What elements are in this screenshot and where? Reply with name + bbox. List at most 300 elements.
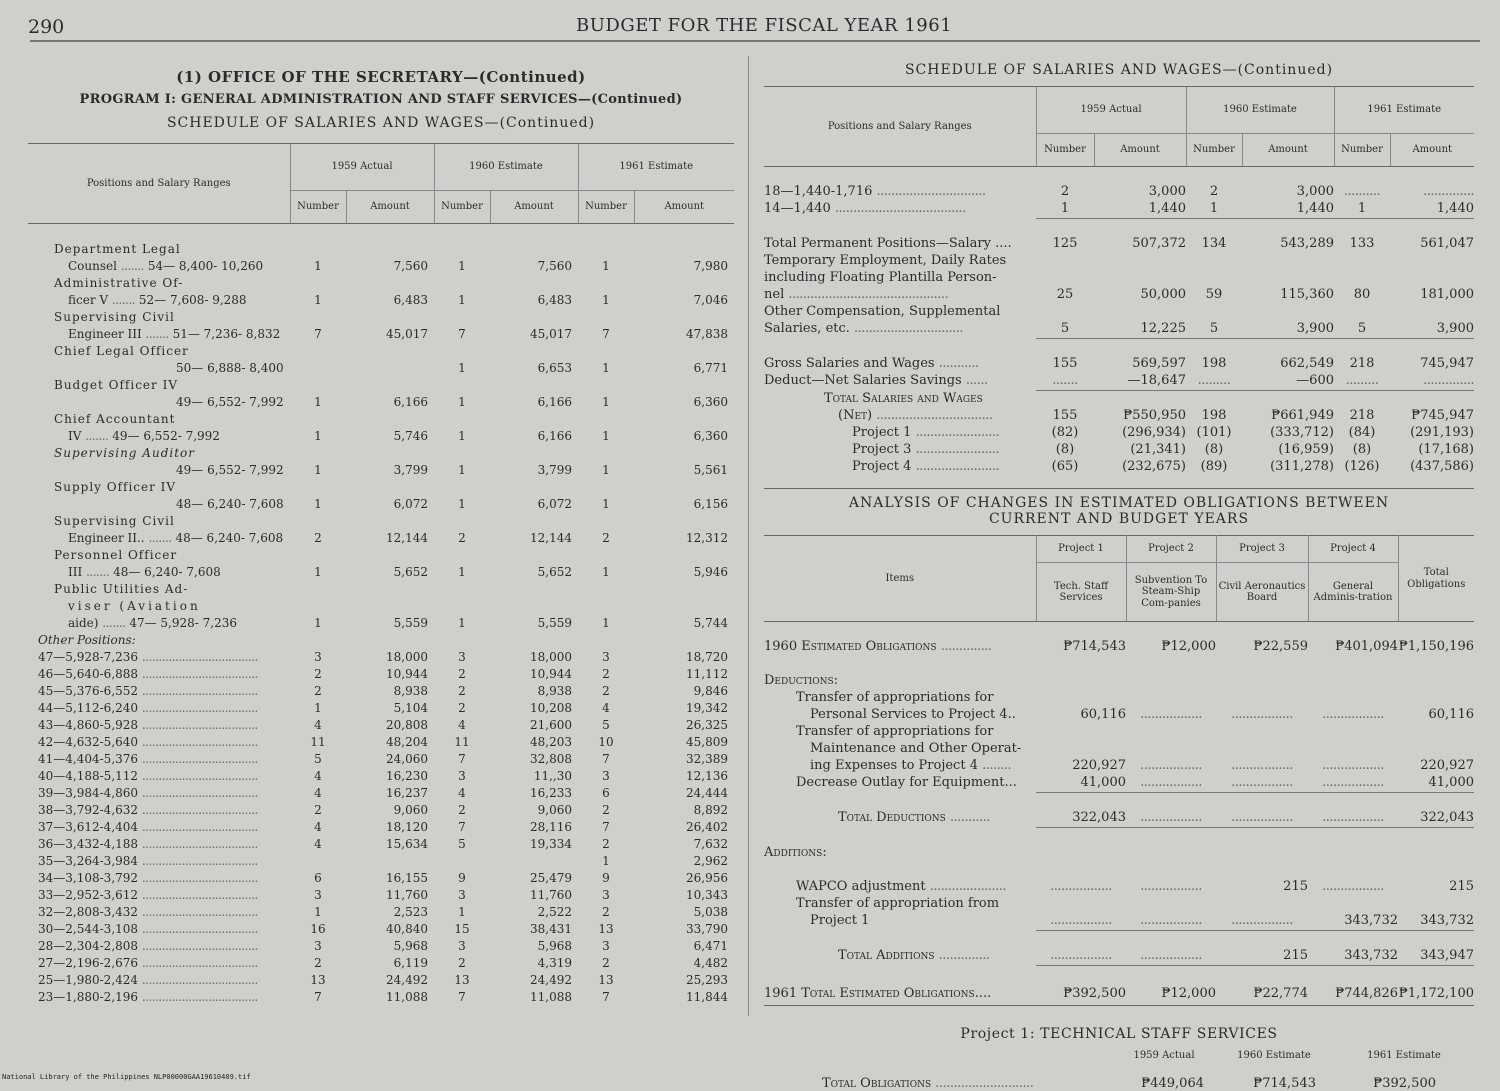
number-1961: 1: [602, 615, 610, 630]
addition-label: WAPCO adjustment .....................: [796, 879, 1006, 895]
amount-1961: (291,193): [1410, 425, 1474, 441]
amount-1960: 662,549: [1280, 356, 1334, 372]
amount-1961: 5,946: [693, 564, 728, 579]
amount-1959: 18,000: [386, 649, 428, 664]
project-1-value: .................: [1036, 948, 1126, 966]
scan-footer: National Library of the Philippines NLP00000GAA19610409.tif: [2, 1073, 251, 1081]
dot-leader: ...................................: [141, 989, 258, 1004]
deduct-row: [764, 373, 1474, 391]
position-label: 14—1,440 ....................................: [764, 201, 966, 217]
col-1961: 1961 Estimate: [578, 144, 734, 191]
number-1960: 4: [458, 717, 466, 732]
table-row: [28, 564, 734, 581]
salary-range: 48— 6,240- 7,608: [113, 564, 221, 579]
number-1960: 3: [458, 649, 466, 664]
project-label: Project 3 .......................: [852, 442, 1000, 458]
position-title: Chief Legal Officer: [54, 343, 189, 358]
number-1959: 1: [314, 700, 322, 715]
position-range: [28, 615, 290, 632]
other-positions-label: Other Positions:: [38, 632, 136, 647]
temporary-label: nel ............................................: [764, 287, 949, 303]
salary-range: 54— 8,400- 10,260: [147, 258, 264, 273]
project-3-value: .................: [1216, 775, 1308, 793]
salary-range: 47—5,928-7,236: [38, 649, 139, 664]
project-2-value: .................: [1126, 775, 1216, 793]
gross-label: Gross Salaries and Wages ...........: [764, 356, 979, 372]
project-2-value: ₱12,000: [1161, 985, 1216, 1001]
number-1960: 1: [458, 428, 466, 443]
deduct-label: Deduct—Net Salaries Savings ......: [764, 373, 988, 389]
position-title: Engineer II..: [68, 530, 145, 545]
amount-1959: 5,104: [393, 700, 428, 715]
number-1959: 2: [314, 955, 322, 970]
project-1-value: 60,116: [1080, 707, 1126, 723]
project-2-value: .................: [1140, 758, 1202, 774]
col-positions: Positions and Salary Ranges: [28, 144, 290, 224]
project-3-value: .................: [1231, 707, 1293, 723]
number-1961: 1: [602, 258, 610, 273]
column-divider: [748, 56, 749, 1016]
col-project-3: Project 3: [1216, 536, 1308, 563]
salary-range: 28—2,304-2,808: [38, 938, 139, 953]
analysis-subtitle: CURRENT AND BUDGET YEARS: [988, 511, 1250, 527]
number-1961: .........: [1334, 373, 1390, 391]
number-1959: 1: [314, 615, 322, 630]
position-range: [28, 717, 290, 734]
amount-1959: ₱550,950: [1123, 408, 1186, 424]
amount-1961: 10,343: [686, 887, 728, 902]
col-amount: Amount: [346, 191, 434, 224]
number-1960: 1: [458, 496, 466, 511]
number-1961: 1: [602, 292, 610, 307]
number-1960: 9: [458, 870, 466, 885]
position-title-row: [28, 275, 734, 292]
position-range: [28, 666, 290, 683]
total-net-label: (Net) ................................: [838, 408, 993, 424]
dot-leader: ...................................: [141, 921, 258, 936]
amount-1959: 20,808: [386, 717, 428, 732]
number-1961: (84): [1348, 425, 1376, 441]
col-1960: 1960 Estimate: [1237, 1050, 1311, 1061]
amount-1959: 18,120: [386, 819, 428, 834]
project-1-value: ₱714,543: [1063, 639, 1126, 655]
salary-range: 37—3,612-4,404: [38, 819, 139, 834]
salary-range: 27—2,196-2,676: [38, 955, 139, 970]
salary-range: 47— 5,928- 7,236: [129, 615, 237, 630]
salary-range: 43—4,860-5,928: [38, 717, 139, 732]
table-row: [28, 683, 734, 700]
number-1961: 9: [602, 870, 610, 885]
number-1961: 80: [1353, 287, 1371, 303]
position-range: [28, 989, 290, 1006]
salary-range: 38—3,792-4,632: [38, 802, 139, 817]
project-4-value: .................: [1322, 879, 1384, 895]
amount-1961: 11,844: [686, 989, 728, 1004]
col-number: Number: [434, 191, 490, 224]
value-1961: ₱392,500: [1373, 1076, 1436, 1091]
number-1959: 125: [1052, 236, 1078, 252]
project-4-value: ₱744,826: [1335, 985, 1398, 1001]
dot-leader: .......: [145, 326, 169, 341]
table-row: [28, 955, 734, 972]
amount-1960: 2,522: [537, 904, 572, 919]
table-row: [28, 700, 734, 717]
dot-leader: ...................................: [141, 955, 258, 970]
project-4-value: .................: [1322, 707, 1384, 723]
amount-1960: 11,760: [530, 887, 572, 902]
number-1960: 3: [458, 887, 466, 902]
number-1959: 1: [314, 496, 322, 511]
salary-range: 44—5,112-6,240: [38, 700, 139, 715]
project-row: [764, 459, 1474, 476]
amount-1961: 26,956: [686, 870, 728, 885]
table-row: [28, 326, 734, 343]
dot-leader: ...................................: [141, 751, 258, 766]
number-1961: 5: [1334, 321, 1390, 339]
table-row: [28, 887, 734, 904]
other-comp-label: Salaries, etc. ..............................: [764, 321, 964, 337]
salary-range: 41—4,404-5,376: [38, 751, 139, 766]
number-1961: (126): [1344, 459, 1380, 475]
position-range: [28, 360, 290, 377]
number-1959: [290, 853, 346, 870]
project-3-value: ₱22,559: [1253, 639, 1308, 655]
number-1959: 5: [1036, 321, 1094, 339]
position-title: Supervising Auditor: [54, 445, 196, 460]
amount-1959: 5,968: [393, 938, 428, 953]
position-title: Counsel: [68, 258, 117, 273]
dot-leader: ...................................: [141, 972, 258, 987]
number-1960: 1: [458, 904, 466, 919]
col-number: Number: [290, 191, 346, 224]
amount-1959: 1,440: [1094, 201, 1186, 219]
number-1961: 2: [602, 836, 610, 851]
number-1959: 2: [314, 683, 322, 698]
salary-range: 45—5,376-6,552: [38, 683, 139, 698]
amount-1959: (21,341): [1130, 442, 1186, 458]
amount-1959: 16,155: [386, 870, 428, 885]
table-row: [28, 666, 734, 683]
total-value: 220,927: [1420, 758, 1474, 774]
number-1961: 1: [602, 853, 610, 868]
number-1961: 10: [598, 734, 614, 749]
amount-1959: 6,483: [393, 292, 428, 307]
salary-range: 52— 7,608- 9,288: [138, 292, 247, 307]
amount-1961: 26,325: [686, 717, 728, 732]
col-tech-staff: Tech. Staff Services: [1036, 563, 1126, 622]
analysis-table: [764, 535, 1474, 1006]
deduction-label: Maintenance and Other Operat-: [810, 741, 1022, 757]
amount-1959: 6,119: [393, 955, 428, 970]
amount-1960: 7,560: [537, 258, 572, 273]
amount-1961: ₱745,947: [1411, 408, 1474, 424]
addition-label: Transfer of appropriation from: [796, 896, 1000, 912]
number-1961: 1: [602, 360, 610, 375]
position-title-row: [28, 479, 734, 496]
number-1959: (82): [1051, 425, 1079, 441]
total-deductions-label: Total Deductions ...........: [838, 810, 990, 826]
amount-1961: 12,312: [686, 530, 728, 545]
gross-row: [764, 356, 1474, 373]
project-1-value: 322,043: [1036, 810, 1126, 828]
position-title: viser (Aviation: [68, 598, 201, 613]
number-1961: 2: [602, 802, 610, 817]
salary-range: 40—4,188-5,112: [38, 768, 139, 783]
position-range: [28, 819, 290, 836]
deduction-label: ing Expenses to Project 4 ........: [810, 758, 1012, 774]
number-1959: 2: [314, 666, 322, 681]
number-1961: 2: [602, 530, 610, 545]
position-range: [28, 751, 290, 768]
position-range: [28, 853, 290, 870]
project-3-value: 215: [1216, 948, 1308, 966]
amount-1961: 5,744: [693, 615, 728, 630]
amount-1961: 5,561: [693, 462, 728, 477]
amount-1961: 5,038: [693, 904, 728, 919]
number-1959: 16: [310, 921, 326, 936]
dot-leader: ...................................: [141, 717, 258, 732]
amount-1960: 45,017: [530, 326, 572, 341]
deduction-label: Personal Services to Project 4..: [810, 707, 1016, 723]
number-1960: 1: [458, 564, 466, 579]
dot-leader: ...................................: [141, 870, 258, 885]
number-1960: 198: [1201, 408, 1227, 424]
project-row: [764, 442, 1474, 459]
col-items: Items: [764, 536, 1036, 622]
project-label: Project 4 .......................: [852, 459, 1000, 475]
amount-1961: 3,900: [1390, 321, 1474, 339]
position-title: IV: [68, 428, 82, 443]
amount-1960: 18,000: [530, 649, 572, 664]
number-1961: 1: [602, 428, 610, 443]
dot-leader: .......: [111, 292, 136, 307]
number-1961: 4: [602, 700, 610, 715]
salary-totals: [764, 167, 1474, 477]
table-row: [28, 870, 734, 887]
amount-1959: 569,597: [1132, 356, 1186, 372]
salary-range: 33—2,952-3,612: [38, 887, 139, 902]
amount-1960: 8,938: [537, 683, 572, 698]
number-1960: 3: [458, 768, 466, 783]
number-1959: 155: [1052, 408, 1078, 424]
salary-range: 48— 6,240- 7,608: [176, 496, 284, 511]
dot-leader: ...................................: [141, 887, 258, 902]
salary-range: 49— 6,552- 7,992: [112, 428, 220, 443]
amount-1959: 5,652: [393, 564, 428, 579]
position-title-row: [28, 241, 734, 258]
project-1-value: ₱392,500: [1063, 985, 1126, 1001]
addition-row: [764, 879, 1474, 896]
left-column: [28, 68, 734, 1006]
project-row: [764, 425, 1474, 442]
other-positions-heading: [28, 632, 734, 649]
project-1-title: Project 1: TECHNICAL STAFF SERVICES: [960, 1026, 1278, 1042]
schedule-heading: SCHEDULE OF SALARIES AND WAGES—(Continued): [166, 115, 596, 131]
dot-leader: ...................................: [141, 904, 258, 919]
other-positions: [28, 649, 734, 1006]
salary-range: 30—2,544-3,108: [38, 921, 139, 936]
project-4-value: .................: [1308, 775, 1398, 793]
est-1960-row: [764, 639, 1474, 656]
value-1960: ₱714,543: [1253, 1076, 1316, 1091]
deductions-label: Deductions:: [764, 673, 839, 689]
position-title: Department Legal: [54, 241, 181, 256]
addition-row: [764, 913, 1474, 931]
amount-1960: 5,559: [537, 615, 572, 630]
number-1961: 1: [602, 564, 610, 579]
number-1959: 1: [314, 462, 322, 477]
amount-1959: 24,492: [386, 972, 428, 987]
col-project-1: Project 1: [1036, 536, 1126, 563]
number-1961: 2: [602, 683, 610, 698]
number-1959: 2: [314, 530, 322, 545]
dot-leader: ...................................: [141, 836, 258, 851]
amount-1959: 7,560: [393, 258, 428, 273]
amount-1960: 6,166: [537, 428, 572, 443]
est-1961-label: 1961 Total Estimated Obligations....: [764, 985, 992, 1001]
number-1960: 7: [458, 989, 466, 1004]
position-range: [28, 530, 290, 547]
amount-1960: 5,652: [537, 564, 572, 579]
position-title-row: [28, 547, 734, 564]
col-amount: Amount: [1242, 134, 1334, 167]
amount-1960: 11,088: [530, 989, 572, 1004]
amount-1961: 561,047: [1420, 236, 1474, 252]
amount-1959: 8,938: [393, 683, 428, 698]
dot-leader: ...................................: [141, 819, 258, 834]
number-1961: 7: [602, 326, 610, 341]
position-title: Supply Officer IV: [54, 479, 177, 494]
position-range: [28, 955, 290, 972]
additions-label: Additions:: [764, 845, 827, 861]
amount-1960: —600: [1242, 373, 1334, 391]
table-row: [28, 496, 734, 513]
position-range: [28, 836, 290, 853]
named-positions: [28, 224, 734, 633]
position-range: [28, 700, 290, 717]
total-value: 215: [1449, 879, 1474, 895]
salary-range: 49— 6,552- 7,992: [176, 394, 284, 409]
number-1959: 3: [314, 887, 322, 902]
dot-leader: .......: [86, 564, 110, 579]
amount-1961: 7,980: [693, 258, 728, 273]
amount-1961: (17,168): [1418, 442, 1474, 458]
page-number: 290: [28, 16, 65, 38]
number-1959: 4: [314, 785, 322, 800]
amount-1959: (232,675): [1122, 459, 1186, 475]
table-row: [28, 394, 734, 411]
number-1959: 6: [314, 870, 322, 885]
value-1959: ₱449,064: [1141, 1076, 1204, 1091]
amount-1961: 24,444: [686, 785, 728, 800]
amount-1960: 9,060: [537, 802, 572, 817]
total-value: ₱1,172,100: [1398, 985, 1474, 1001]
amount-1961: 6,156: [693, 496, 728, 511]
amount-1960: 21,600: [530, 717, 572, 732]
dot-leader: ...................................: [141, 785, 258, 800]
total-permanent-row: [764, 236, 1474, 253]
number-1961: 1: [602, 496, 610, 511]
amount-1961: 4,482: [693, 955, 728, 970]
number-1960: 1: [458, 394, 466, 409]
table-row: [28, 734, 734, 751]
number-1960: 198: [1201, 356, 1227, 372]
table-row: [28, 530, 734, 547]
position-title: III: [68, 564, 83, 579]
amount-1959: 2,523: [393, 904, 428, 919]
total-net-label: Total Salaries and Wages: [824, 390, 983, 406]
dot-leader: ...................................: [141, 649, 258, 664]
other-comp-label: Other Compensation, Supplemental: [764, 304, 1001, 320]
project-2-value: .................: [1126, 948, 1216, 966]
total-value: 343,947: [1398, 948, 1474, 966]
number-1961: 2: [602, 666, 610, 681]
col-number: Number: [1036, 134, 1094, 167]
number-1960: 13: [454, 972, 470, 987]
number-1961: 133: [1349, 236, 1375, 252]
right-column: [764, 58, 1474, 1090]
col-project-2: Project 2: [1126, 536, 1216, 563]
number-1959: [290, 360, 346, 377]
amount-1959: 12,225: [1094, 321, 1186, 339]
number-1960: 2: [458, 955, 466, 970]
project-2-value: .................: [1126, 913, 1216, 931]
amount-1960: (16,959): [1278, 442, 1334, 458]
table-row: [28, 258, 734, 275]
number-1960: 2: [458, 700, 466, 715]
table-row: [28, 904, 734, 921]
amount-1959: 5,746: [393, 428, 428, 443]
amount-1960: 543,289: [1280, 236, 1334, 252]
col-number: Number: [578, 191, 634, 224]
amount-1960: 3,000: [1296, 184, 1334, 200]
dot-leader: ...................................: [141, 853, 258, 868]
number-1961: 218: [1349, 356, 1375, 372]
position-title: Engineer III: [68, 326, 142, 341]
schedule-heading-right: SCHEDULE OF SALARIES AND WAGES—(Continued): [904, 62, 1334, 78]
number-1960: 2: [1209, 184, 1219, 200]
amount-1961: 19,342: [686, 700, 728, 715]
amount-1960: 11,,30: [533, 768, 572, 783]
amount-1959: 11,088: [386, 989, 428, 1004]
total-value: 60,116: [1428, 707, 1474, 723]
position-title-row: [28, 309, 734, 326]
position-title-row: [28, 445, 734, 462]
amount-1959: —18,647: [1094, 373, 1186, 391]
number-1959: 1: [314, 428, 322, 443]
table-row: [28, 785, 734, 802]
number-1961: 6: [602, 785, 610, 800]
number-1960: 2: [458, 666, 466, 681]
number-1959: 3: [314, 649, 322, 664]
position-title: Supervising Civil: [54, 513, 175, 528]
amount-1959: 50,000: [1140, 287, 1186, 303]
position-title-row: [28, 377, 734, 394]
number-1961: 2: [602, 904, 610, 919]
number-1959: 7: [314, 989, 322, 1004]
number-1961: 7: [602, 989, 610, 1004]
dot-leader: .......: [102, 615, 126, 630]
temporary-label: including Floating Plantilla Person-: [764, 270, 997, 286]
salary-range: 34—3,108-3,792: [38, 870, 139, 885]
amount-1960: 4,319: [537, 955, 572, 970]
amount-1960: [490, 853, 578, 870]
project-3-value: .................: [1216, 810, 1308, 828]
number-1960: 2: [458, 802, 466, 817]
project-2-value: .................: [1126, 810, 1216, 828]
number-1960: 59: [1205, 287, 1223, 303]
position-range: [28, 394, 290, 411]
